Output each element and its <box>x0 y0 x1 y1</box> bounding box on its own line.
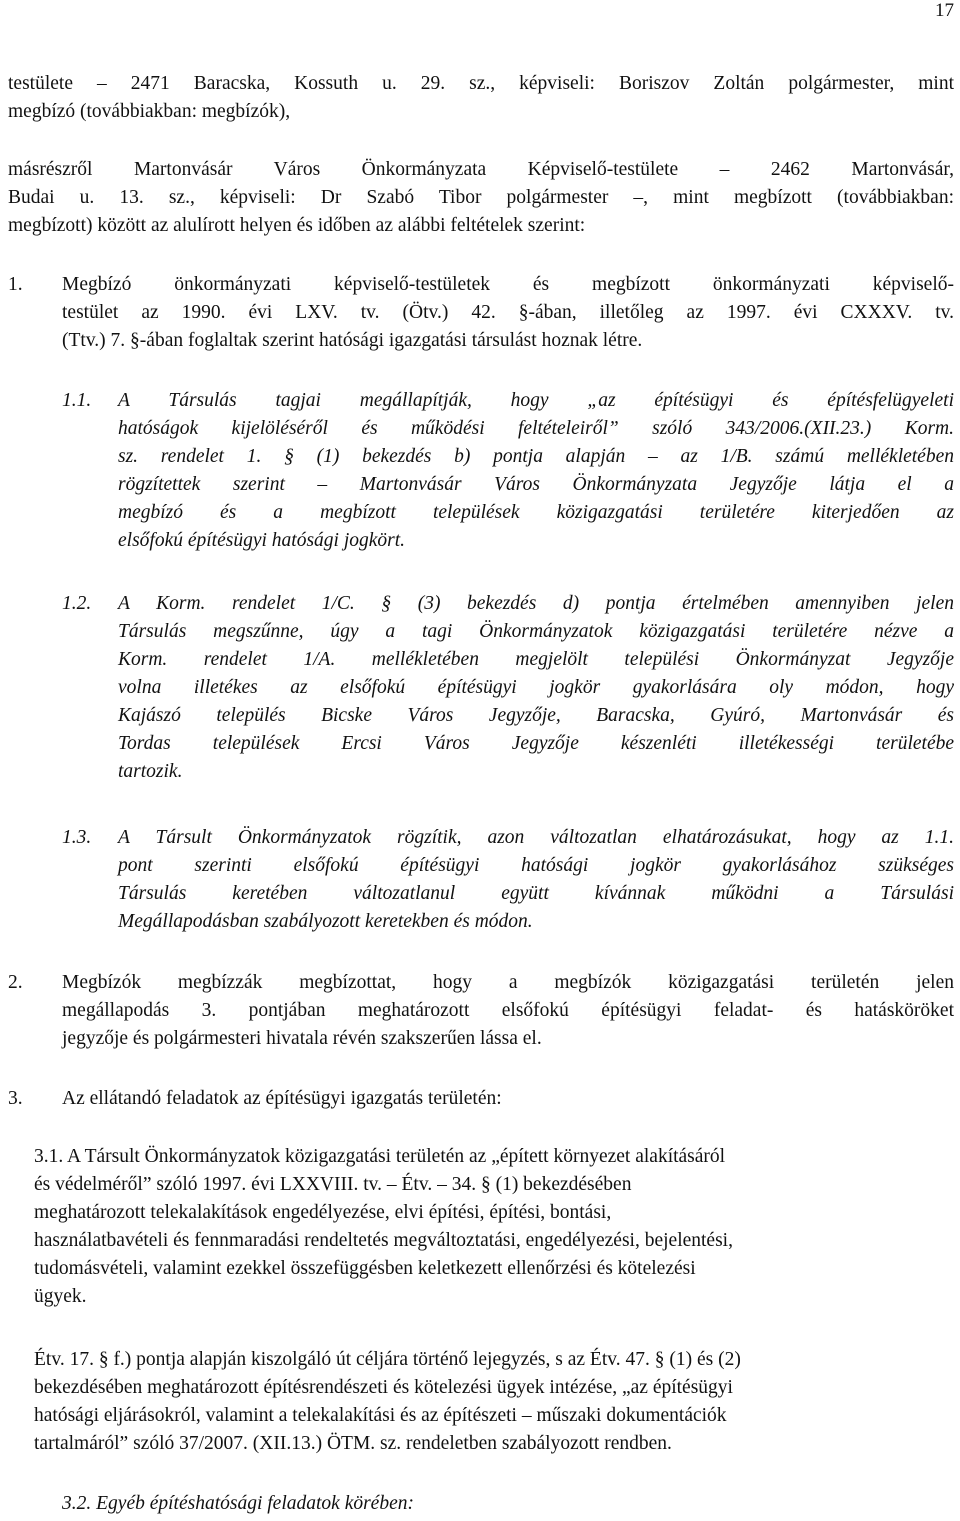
section-line: Megbízó önkormányzati képviselő-testületek és megbízott önkormányzati képviselő- <box>62 274 954 295</box>
paragraph-line: tartalmáról” szóló 37/2007. (XII.13.) ÖTM. sz. rendeletben szabályozott rendben. <box>34 1433 672 1454</box>
section-line: Az ellátandó feladatok az építésügyi igazgatás területén: <box>62 1088 502 1109</box>
section-number: 1.2. <box>62 593 92 614</box>
section-number: 1. <box>8 274 23 295</box>
section-line: tartozik. <box>118 761 183 782</box>
section-line: A Korm. rendelet 1/C. § (3) bekezdés d) pontja értelmében amennyiben jelen <box>118 593 954 614</box>
section-line: ügyek. <box>34 1286 87 1307</box>
section-3 <box>62 1085 954 1113</box>
section-line: Tordas települések Ercsi Város Jegyzője készenléti illetékességi területébe <box>118 733 954 754</box>
intro-line: megbízott) között az alulírott helyen és időben az alábbi feltételek szerint: <box>8 215 586 236</box>
section-3-2 <box>62 1490 942 1518</box>
section-number: 1.3. <box>62 827 92 848</box>
intro-paragraph <box>8 70 954 126</box>
page-number: 17 <box>935 0 954 21</box>
section-line: rögzítettek szerint – Martonvásár Város Önkormányzata Jegyzője látja el a <box>118 474 954 495</box>
section-line: A Társult Önkormányzatok rögzítik, azon változatlan elhatározásukat, hogy az 1.1. <box>118 827 954 848</box>
section-number: 1.1. <box>62 390 92 411</box>
section-1-2 <box>118 590 954 786</box>
section-number: 3. <box>8 1088 23 1109</box>
section-line: tudomásvételi, valamint ezekkel összefüggésben keletkezett ellenőrzési és kötelezési <box>34 1258 696 1279</box>
intro-line: megbízó (továbbiakban: megbízók), <box>8 101 291 122</box>
section-line: használatbavételi és fennmaradási rendeltetés megváltoztatási, engedélyezési, bejelentési, <box>34 1230 733 1251</box>
intro-line: testülete – 2471 Baracska, Kossuth u. 29. sz., képviseli: Boriszov Zoltán polgármester, mint <box>8 73 954 94</box>
section-2 <box>62 969 954 1053</box>
section-line: Társulás megszűnne, úgy a tagi Önkormányzatok közigazgatási területére nézve a <box>118 621 954 642</box>
section-1-3 <box>118 824 954 936</box>
section-heading: 3.2. Egyéb építéshatósági feladatok körében: <box>62 1493 414 1514</box>
intro-line: másrészről Martonvásár Város Önkormányzata Képviselő-testülete – 2462 Martonvásár, <box>8 159 954 180</box>
section-line: megbízó és a megbízott települések közigazgatási területére kiterjedően az <box>118 502 954 523</box>
section-line: jegyzője és polgármesteri hivatala révén szakszerűen lássa el. <box>62 1028 542 1049</box>
paragraph-line: hatósági eljárásokról, valamint a telekalakítási és az építészeti – műszaki dokumentációk <box>34 1405 727 1426</box>
section-line: testület az 1990. évi LXV. tv. (Ötv.) 42. §-ában, illetőleg az 1997. évi CXXXV. tv. <box>62 302 954 323</box>
section-line: (Ttv.) 7. §-ában foglaltak szerint hatósági igazgatási társulást hoznak létre. <box>62 330 643 351</box>
section-line: Kajászó település Bicske Város Jegyzője, Baracska, Gyúró, Martonvásár és <box>118 705 954 726</box>
section-line: 3.1. A Társult Önkormányzatok közigazgatási területén az „épített környezet alakításáról <box>34 1146 726 1167</box>
section-line: sz. rendelet 1. § (1) bekezdés b) pontja alapján – az 1/B. számú mellékletében <box>118 446 954 467</box>
section-line: Korm. rendelet 1/A. mellékletében megjelölt települési Önkormányzat Jegyzője <box>118 649 954 670</box>
section-line: Megállapodásban szabályozott keretekben és módon. <box>118 911 533 932</box>
section-line: A Társulás tagjai megállapítják, hogy „az építésügyi és építésfelügyeleti <box>118 390 954 411</box>
section-1 <box>62 271 954 355</box>
section-line: elsőfokú építésügyi hatósági jogkört. <box>118 530 406 551</box>
section-line: Társulás keretében változatlanul együtt kívánnak működni a Társulási <box>118 883 954 904</box>
intro-paragraph-2 <box>8 156 954 240</box>
section-line: pont szerinti elsőfokú építésügyi hatósági jogkör gyakorlásához szükséges <box>118 855 954 876</box>
section-line: és védelméről” szóló 1997. évi LXXVIII. tv. – Étv. – 34. § (1) bekezdésében <box>34 1174 632 1195</box>
section-3-1 <box>34 1143 934 1311</box>
section-line: volna illetékes az elsőfokú építésügyi jogkör gyakorlására oly módon, hogy <box>118 677 954 698</box>
paragraph-line: Étv. 17. § f.) pontja alapján kiszolgáló út céljára történő lejegyzés, s az Étv. 47. § (1) és (2) <box>34 1349 741 1370</box>
etv-paragraph <box>34 1346 954 1458</box>
intro-line: Budai u. 13. sz., képviseli: Dr Szabó Tibor polgármester –, mint megbízott (továbbiakban: <box>8 187 954 208</box>
section-1-1 <box>118 387 954 555</box>
section-line: hatóságok kijelöléséről és működési feltételeiről” szóló 343/2006.(XII.23.) Korm. <box>118 418 954 439</box>
section-line: megállapodás 3. pontjában meghatározott elsőfokú építésügyi feladat- és hatásköröket <box>62 1000 954 1021</box>
section-number: 2. <box>8 972 23 993</box>
section-line: meghatározott telekalakítások engedélyezése, elvi építési, építési, bontási, <box>34 1202 612 1223</box>
paragraph-line: bekezdésében meghatározott építésrendészeti és kötelezési ügyek intézése, „az építésügyi <box>34 1377 733 1398</box>
section-line: Megbízók megbízzák megbízottat, hogy a megbízók közigazgatási területén jelen <box>62 972 954 993</box>
